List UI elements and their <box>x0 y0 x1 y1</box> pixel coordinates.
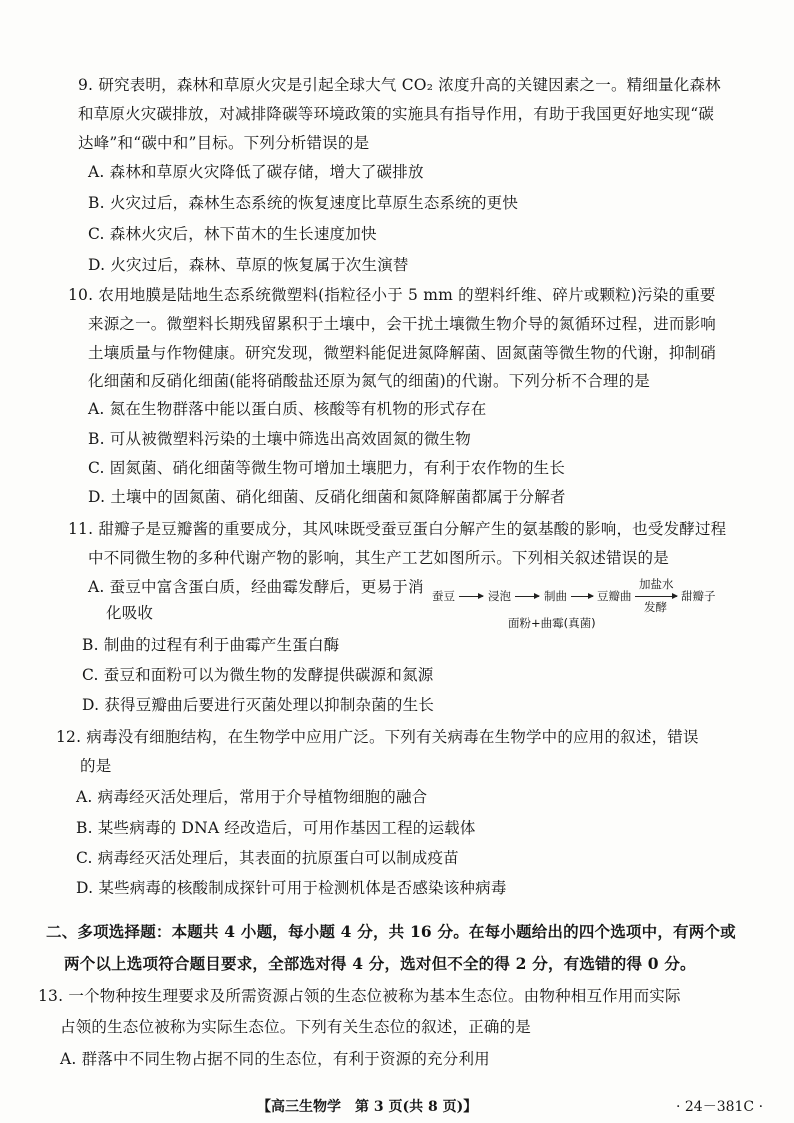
flow-note-flour-aspergillus: 面粉+曲霉(真菌) <box>508 616 596 630</box>
q11-option-d: D. 获得豆瓣曲后要进行灭菌处理以抑制杂菌的生长 <box>82 696 435 714</box>
flow-arrow-label-add-brine: 加盐水 <box>639 577 674 591</box>
q10-stem-line-1: 10. 农用地膜是陆地生态系统微塑料(指粒径小于 5 mm 的塑料纤维、碎片或颗粒)污染的重要 <box>68 286 716 304</box>
flow-step-sweet-petal: 甜瓣子 <box>681 589 716 603</box>
q9-option-a: A. 森林和草原火灾降低了碳存储，增大了碳排放 <box>88 163 424 181</box>
q9-stem-line-3: 达峰”和“碳中和”目标。下列分析错误的是 <box>78 134 370 152</box>
flow-step-bean-koji: 豆瓣曲 <box>597 589 632 603</box>
q12-option-d: D. 某些病毒的核酸制成探针可用于检测机体是否感染该种病毒 <box>76 879 507 897</box>
q9-stem-line-2: 和草原火灾碳排放，对减排降碳等环境政策的实施具有指导作用，有助于我国更好地实现“碳 <box>78 105 715 123</box>
q12-stem-line-2: 的是 <box>80 757 112 775</box>
q11-option-c: C. 蚕豆和面粉可以为微生物的发酵提供碳源和氮源 <box>82 666 434 684</box>
q10-stem-line-4: 化细菌和反硝化细菌(能将硝酸盐还原为氮气的细菌)的代谢。下列分析不合理的是 <box>88 372 650 390</box>
q11-option-a-line-2: 化吸收 <box>106 604 154 622</box>
q10-option-b: B. 可从被微塑料污染的土壤中筛选出高效固氮的微生物 <box>88 430 471 448</box>
flow-arrow-3 <box>571 596 593 597</box>
q9-stem-line-1: 9. 研究表明，森林和草原火灾是引起全球大气 CO₂ 浓度升高的关键因素之一。精细量化森林 <box>78 76 721 94</box>
q10-stem-line-2: 来源之一。微塑料长期残留累积于土壤中，会干扰土壤微生物介导的氮循环过程，进而影响 <box>88 315 717 333</box>
q13-stem-line-2: 占领的生态位被称为实际生态位。下列有关生态位的叙述，正确的是 <box>60 1018 532 1036</box>
q11-process-diagram <box>432 577 762 632</box>
q12-option-c: C. 病毒经灭活处理后，其表面的抗原蛋白可以制成疫苗 <box>76 849 459 867</box>
section-2-heading-line-2: 两个以上选项符合题目要求，全部选对得 4 分，选对但不全的得 2 分，有选错的得 0 分。 <box>64 954 696 973</box>
q9-option-b: B. 火灾过后，森林生态系统的恢复速度比草原生态系统的更快 <box>88 194 519 212</box>
page-footer-label: 【高三生物学 第 3 页(共 8 页)】 <box>257 1099 478 1115</box>
q10-stem-line-3: 土壤质量与作物健康。研究发现，微塑料能促进氮降解菌、固氮菌等微生物的代谢，抑制硝 <box>88 344 717 362</box>
q12-option-b: B. 某些病毒的 DNA 经改造后，可用作基因工程的运载体 <box>76 819 476 837</box>
q11-option-a-line-1: A. 蚕豆中富含蛋白质，经曲霉发酵后，更易于消 <box>88 578 424 596</box>
section-2-heading-line-1: 二、多项选择题：本题共 4 小题，每小题 4 分，共 16 分。在每小题给出的四个选项中，有两个或 <box>46 922 736 941</box>
flow-arrow-4 <box>635 596 677 597</box>
q10-option-d: D. 土壤中的固氮菌、硝化细菌、反硝化细菌和氮降解菌都属于分解者 <box>88 488 566 506</box>
q12-stem-line-1: 12. 病毒没有细胞结构，在生物学中应用广泛。下列有关病毒在生物学中的应用的叙述，错误 <box>56 728 699 746</box>
flow-step-broad-bean: 蚕豆 <box>432 589 455 603</box>
flow-arrow-1 <box>459 596 483 597</box>
q10-option-c: C. 固氮菌、硝化细菌等微生物可增加土壤肥力，有利于农作物的生长 <box>88 459 566 477</box>
flow-arrow-label-fermentation: 发酵 <box>644 600 667 614</box>
q13-option-a: A. 群落中不同生物占据不同的生态位，有利于资源的充分利用 <box>60 1050 490 1068</box>
q12-option-a: A. 病毒经灭活处理后，常用于介导植物细胞的融合 <box>76 788 428 806</box>
q11-stem-line-2: 中不同微生物的多种代谢产物的影响，其生产工艺如图所示。下列相关叙述错误的是 <box>88 549 669 567</box>
q9-option-c: C. 森林火灾后，林下苗木的生长速度加快 <box>88 225 377 243</box>
q9-option-d: D. 火灾过后，森林、草原的恢复属于次生演替 <box>88 256 409 274</box>
q11-stem-line-1: 11. 甜瓣子是豆瓣酱的重要成分，其风味既受蚕豆蛋白分解产生的氨基酸的影响，也受发酵过程 <box>68 520 727 538</box>
flow-step-koji-making: 制曲 <box>544 589 567 603</box>
page-footer-code: · 24－381C · <box>676 1099 764 1115</box>
flow-arrow-2 <box>515 596 539 597</box>
flow-step-soaking: 浸泡 <box>488 589 511 603</box>
q13-stem-line-1: 13. 一个物种按生理要求及所需资源占领的生态位被称为基本生态位。由物种相互作用而实际 <box>38 987 681 1005</box>
q10-option-a: A. 氮在生物群落中能以蛋白质、核酸等有机物的形式存在 <box>88 400 487 418</box>
q11-option-b: B. 制曲的过程有利于曲霉产生蛋白酶 <box>82 636 340 654</box>
